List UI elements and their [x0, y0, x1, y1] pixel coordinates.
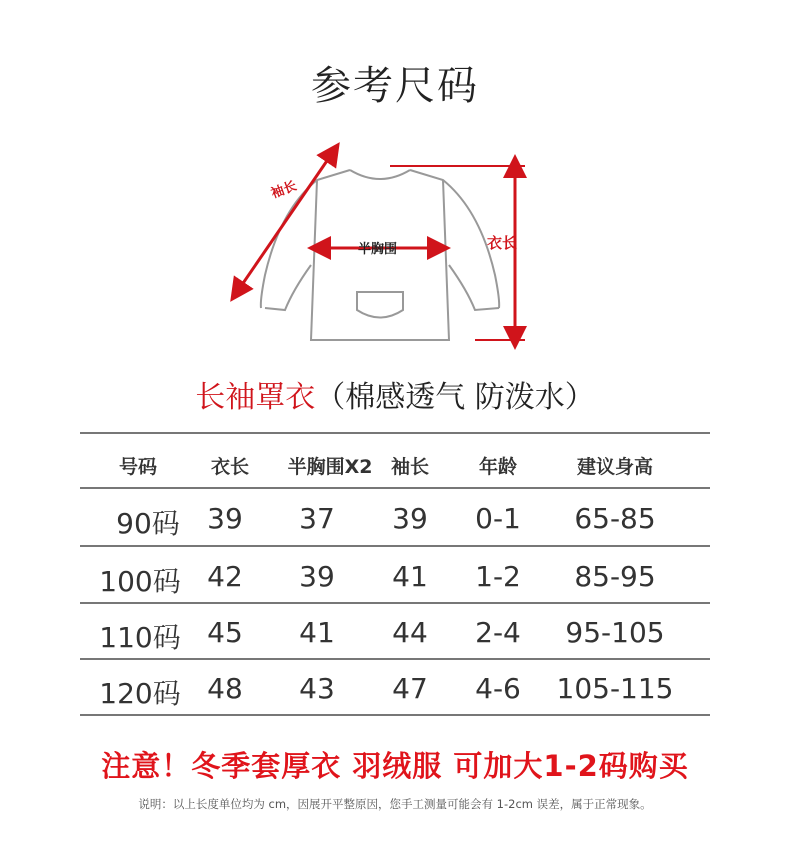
cell-height: 105-115 [556, 672, 674, 705]
table-divider [80, 487, 710, 489]
page-title: 参考尺码 [311, 63, 479, 109]
header-size: 号码 [118, 456, 157, 478]
header-length: 衣长 [210, 456, 249, 478]
table-divider [80, 432, 710, 434]
sleeve-label: 袖长 [269, 178, 299, 202]
table-divider [80, 658, 710, 660]
cell-sleeve: 41 [392, 560, 428, 593]
table-divider [80, 602, 710, 604]
table-divider [80, 714, 710, 716]
cell-height: 65-85 [574, 502, 656, 535]
cell-size: 100码 [99, 565, 181, 598]
header-sleeve: 袖长 [390, 456, 429, 478]
cell-length: 48 [207, 672, 243, 705]
cell-age: 0-1 [475, 502, 521, 535]
length-label: 衣长 [487, 234, 518, 252]
cell-chest: 39 [299, 560, 335, 593]
cell-sleeve: 44 [392, 616, 428, 649]
product-name-highlight: 长袖罩衣 [195, 380, 316, 415]
cell-chest: 43 [299, 672, 335, 705]
cell-size: 90码 [116, 507, 180, 540]
cell-length: 42 [207, 560, 243, 593]
cell-age: 2-4 [475, 616, 521, 649]
cell-sleeve: 39 [392, 502, 428, 535]
garment-diagram [225, 140, 535, 350]
cell-size: 110码 [99, 621, 181, 654]
product-name-detail: （棉感透气 防泼水） [315, 380, 595, 415]
product-name [0, 372, 790, 416]
sizing-notice: 注意！冬季套厚衣 羽绒服 可加大1-2码购买 [101, 749, 689, 783]
cell-height: 85-95 [574, 560, 656, 593]
cell-length: 39 [207, 502, 243, 535]
cell-chest: 41 [299, 616, 335, 649]
cell-age: 4-6 [475, 672, 521, 705]
header-age: 年龄 [478, 456, 517, 478]
table-divider [80, 545, 710, 547]
cell-chest: 37 [299, 502, 335, 535]
cell-size: 120码 [99, 677, 181, 710]
sleeve-arrow [237, 152, 333, 292]
header-height: 建议身高 [576, 456, 653, 478]
chest-label: 半胸围 [358, 242, 398, 257]
measurement-footnote: 说明：以上长度单位均为 cm，因展开平整原因，您手工测量可能会有 1-2cm 误差，属于正常现象。 [138, 797, 652, 811]
cell-sleeve: 47 [392, 672, 428, 705]
cell-height: 95-105 [565, 616, 665, 649]
header-chest: 半胸围X2 [287, 456, 373, 478]
cell-age: 1-2 [475, 560, 521, 593]
cell-length: 45 [207, 616, 243, 649]
